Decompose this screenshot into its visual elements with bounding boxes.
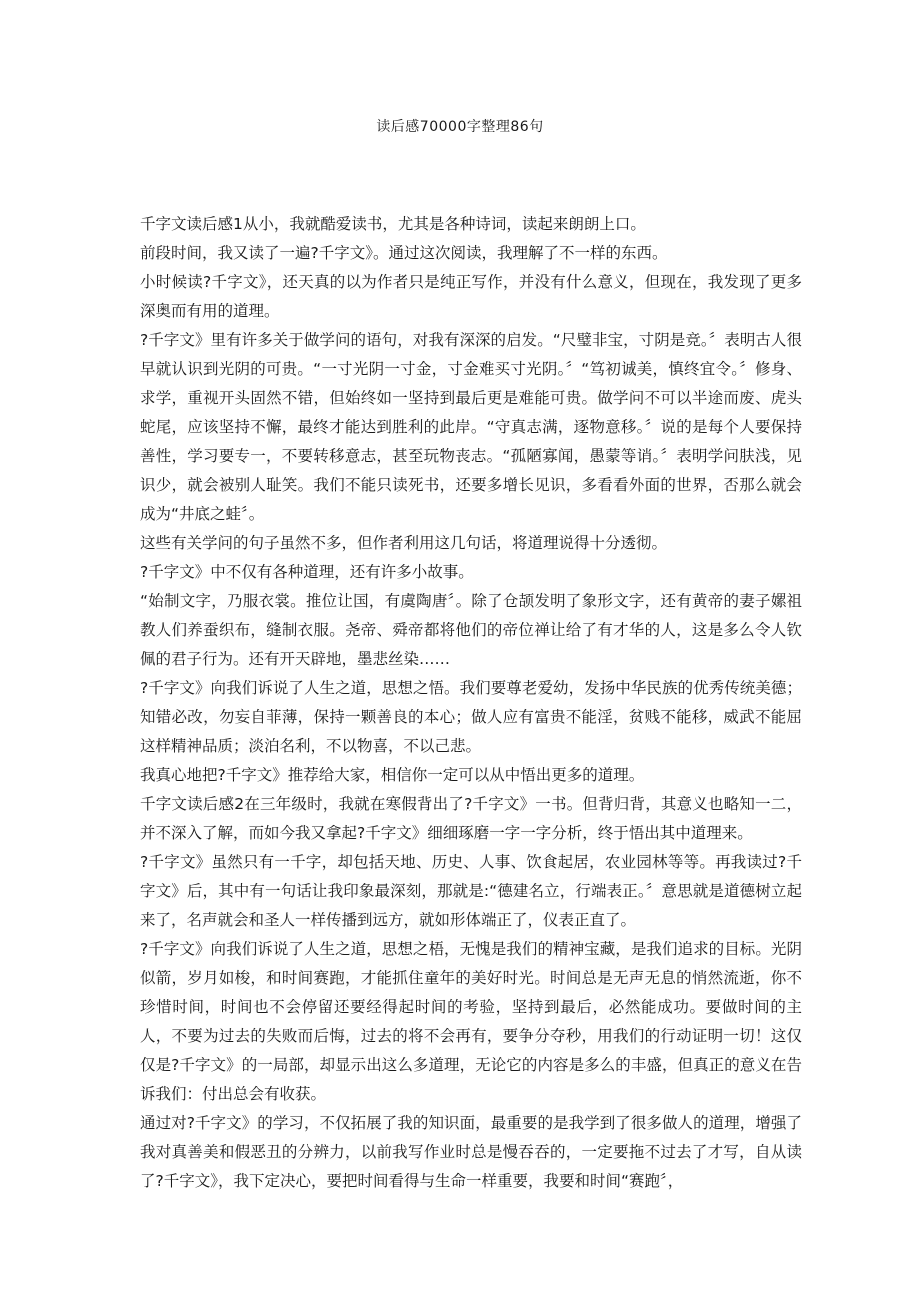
paragraph: ?千字文》向我们诉说了人生之道，思想之梧，无愧是我们的精神宝藏，是我们追求的目标。光阴似箭，岁月如梭，和时间赛跑，才能抓住童年的美好时光。时间总是无声无息的悄然流逝，你不珍惜时间，时间也不会停留还要经得起时间的考验，坚持到最后，必然能成功。要做时间的主人，不要为过去的失败而后悔，过去的将不会再有，要争分夺秒，用我们的行动证明一切！这仅仅是?千字文》的一局部，却显示出这么多道理，无论它的内容是多么的丰盛，但真正的意义在告诉我们：付出总会有收获。 <box>140 940 802 1103</box>
paragraph: ?千字文》里有许多关于做学问的语句，对我有深深的启发。“尺璧非宝，寸阴是竞。〞表明古人很早就认识到光阴的可贵。“一寸光阴一寸金，寸金难买寸光阴。〞“笃初诚美，慎终宜令。〞修身、求学，重视开头固然不错，但始终如一坚持到最后更是难能可贵。做学问不可以半途而废、虎头蛇尾，应该坚持不懈，最终才能达到胜利的此岸。“守真志满，逐物意移。〞说的是每个人要保持善性，学习要专一，不要转移意志，甚至玩物丧志。“孤陋寡闻，愚蒙等诮。〞表明学问肤浅，见识少，就会被别人耻笑。我们不能只读死书，还要多增长见识，多看看外面的世界，否那么就会成为“井底之蛙〞。 <box>140 331 802 523</box>
paragraph: 千字文读后感2在三年级时，我就在寒假背出了?千字文》一书。但背归背，其意义也略知一二，并不深入了解，而如今我又拿起?千字文》细细琢磨一字一字分析，终于悟出其中道理来。 <box>140 795 802 842</box>
document-title: 读后感70000字整理86句 <box>376 119 544 135</box>
paragraph: 通过对?千字文》的学习，不仅拓展了我的知识面，最重要的是我学到了很多做人的道理，增强了我对真善美和假恶丑的分辨力，以前我写作业时总是慢吞吞的，一定要拖不过去了才写，自从读了?千字文》，我下定决心，要把时间看得与生命一样重要，我要和时间“赛跑〞， <box>140 1114 802 1190</box>
paragraph: ?千字文》中不仅有各种道理，还有许多小故事。 <box>140 563 474 581</box>
paragraph: 千字文读后感1从小，我就酷爱读书，尤其是各种诗词，读起来朗朗上口。 <box>140 215 646 233</box>
paragraph: 这些有关学问的句子虽然不多，但作者利用这几句话，将道理说得十分透彻。 <box>140 534 668 552</box>
paragraph: ?千字文》向我们诉说了人生之道，思想之悟。我们要尊老爱幼，发扬中华民族的优秀传统美德；知错必改，勿妄自菲薄，保持一颗善良的本心；做人应有富贵不能淫，贫贱不能移，威武不能屈这样精神品质；淡泊名利，不以物喜，不以己悲。 <box>140 679 802 755</box>
paragraph: 我真心地把?千字文》推荐给大家，相信你一定可以从中悟出更多的道理。 <box>140 766 645 784</box>
paragraph: ?千字文》虽然只有一千字，却包括天地、历史、人事、饮食起居，农业园林等等。再我读过?千字文》后，其中有一句话让我印象最深刻，那就是:“德建名立，行端表正。〞意思就是道德树立起来了，名声就会和圣人一样传播到远方，就如形体端正了，仪表正直了。 <box>140 853 802 929</box>
paragraph: 前段时间，我又读了一遍?千字文》。通过这次阅读，我理解了不一样的东西。 <box>140 244 668 262</box>
paragraph: 小时候读?千字文》，还天真的以为作者只是纯正写作，并没有什么意义，但现在，我发现了更多深奥而有用的道理。 <box>140 273 802 320</box>
paragraph: “始制文字，乃服衣裳。推位让国，有虞陶唐〞。除了仓颉发明了象形文字，还有黄帝的妻子嫘祖教人们养蚕织布，缝制衣服。尧帝、舜帝都将他们的帝位禅让给了有才华的人，这是多么令人钦佩的君子行为。还有开天辟地，墨悲丝染…… <box>140 592 802 668</box>
document-body <box>140 210 802 1196</box>
